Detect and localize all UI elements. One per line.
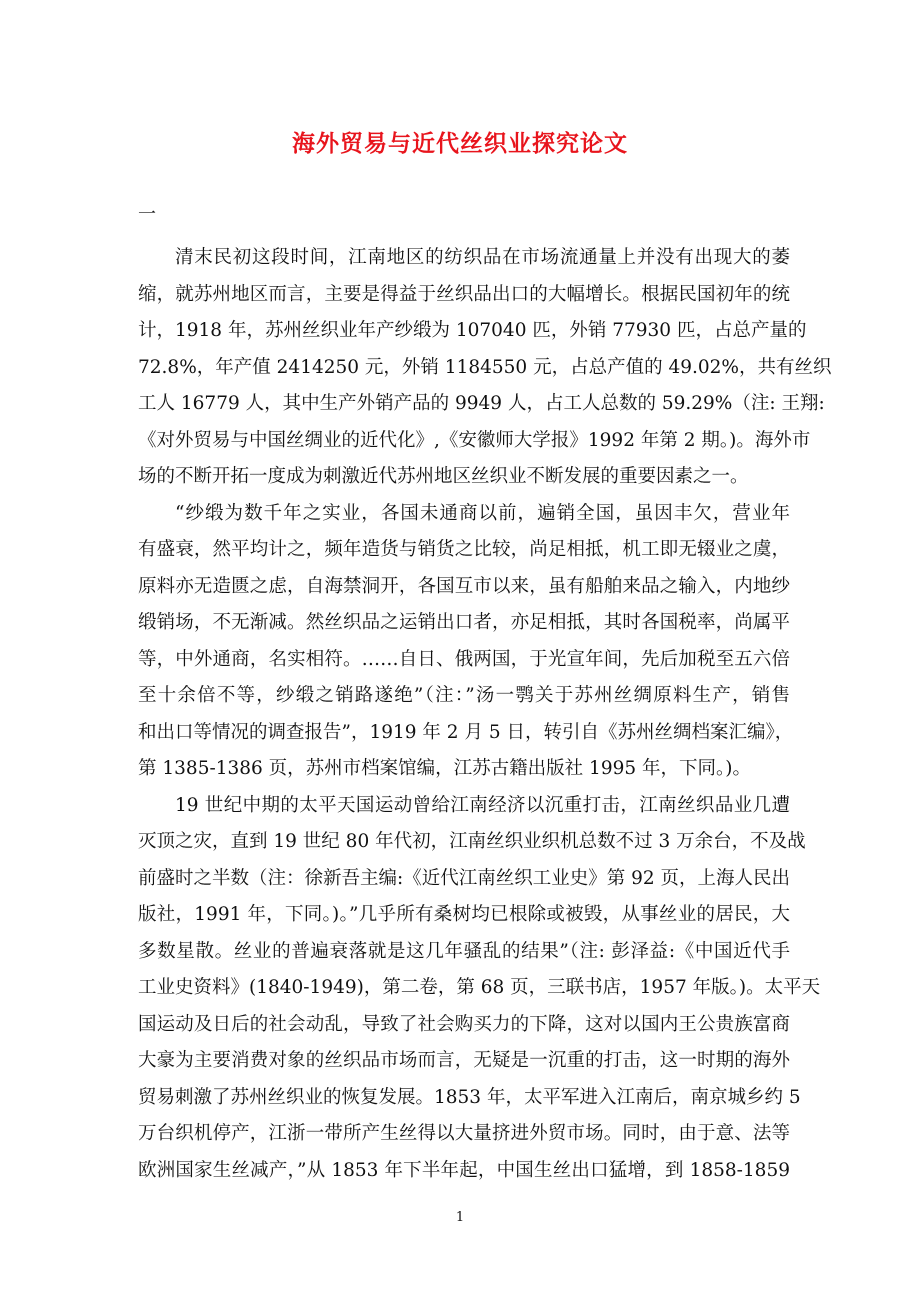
paragraph	[138, 240, 832, 496]
text-line: 贸易刺激了苏州丝织业的恢复发展。1853 年，太平军进入江南后，南京城乡约 5	[138, 1086, 801, 1108]
text-line: 灭顶之灾，直到 19 世纪 80 年代初，江南丝织业织机总数不过 3 万余台，不及战	[138, 831, 806, 852]
text-line: 前盛时之半数（注：徐新吾主编:《近代江南丝织工业史》第 92 页，上海人民出	[138, 867, 791, 889]
text-line: 第 1385-1386 页，苏州市档案馆编，江苏古籍出版社 1995 年，下同。)。	[138, 758, 751, 779]
section-marker: 一	[138, 204, 156, 225]
paragraph	[138, 788, 821, 1190]
text-line: 欧洲国家生丝减产，”从 1853 年下半年起，中国生丝出口猛增，到 1858-1859	[138, 1159, 790, 1181]
page-number: 1	[455, 1210, 465, 1225]
paragraph	[138, 496, 794, 788]
text-line: 多数星散。丝业的普遍衰落就是这几年骚乱的结果”（注: 彭泽益:《中国近代手	[138, 940, 790, 962]
text-line: 计，1918 年，苏州丝织业年产纱缎为 107040 匹，外销 77930 匹，占总产量的	[138, 320, 807, 341]
text-line: 72.8%，年产值 2414250 元，外销 1184550 元，占总产值的 49.02%，共有丝织	[138, 356, 832, 378]
text-line: 有盛衰，然平均计之，频年造货与销货之比较，尚足相抵，机工即无辍业之虞，	[138, 539, 790, 560]
text-line: 原料亦无造匮之虑，自海禁洞开，各国互市以来，虽有船舶来品之输入，内地纱	[138, 575, 790, 597]
text-line: 缎销场，不无渐减。然丝织品之运销出口者，亦足相抵，其时各国税率，尚属平	[138, 612, 790, 633]
text-line: 至十余倍不等，纱缎之销路遂绝”（注：”汤一鹗关于苏州丝绸原料生产，销售	[138, 685, 790, 706]
text-line: 《对外贸易与中国丝绸业的近代化》,《安徽师大学报》1992 年第 2 期。)。海外市	[138, 429, 811, 451]
text-line: 场的不断开拓一度成为刺激近代苏州地区丝织业不断发展的重要因素之一。	[138, 466, 749, 487]
text-line: 大豪为主要消费对象的丝织品市场而言，无疑是一沉重的打击，这一时期的海外	[138, 1050, 790, 1071]
text-line: 清末民初这段时间，江南地区的纺织品在市场流通量上并没有出现大的萎	[175, 247, 790, 268]
text-line: 万台织机停产，江浙一带所产生丝得以大量挤进外贸市场。同时，由于意、法等	[138, 1123, 790, 1144]
text-line: 和出口等情况的调查报告”，1919 年 2 月 5 日，转引自《苏州丝绸档案汇编》，	[138, 721, 794, 743]
text-line: 工人 16779 人，其中生产外销产品的 9949 人，占工人总数的 59.29%（注: 王翔:	[138, 393, 825, 414]
text-line: 版社，1991 年，下同。)。”几乎所有桑树均已根除或被毁，从事丝业的居民，大	[138, 904, 790, 925]
document-body	[138, 240, 832, 1189]
text-line: 19 世纪中期的太平天国运动曾给江南经济以沉重打击，江南丝织品业几遭	[175, 794, 790, 816]
text-line: “纱缎为数千年之实业，各国未通商以前，遍销全国，虽因丰欠，营业年	[175, 502, 790, 524]
text-line: 工业史资料》(1840-1949)，第二卷，第 68 页，三联书店，1957 年版。)。太平天	[138, 977, 821, 998]
text-line: 国运动及日后的社会动乱，导致了社会购买力的下降，这对以国内王公贵族富商	[138, 1013, 790, 1035]
text-line: 等，中外通商，名实相符。……自日、俄两国，于光宣年间，先后加税至五六倍	[138, 648, 790, 670]
text-line: 缩，就苏州地区而言，主要是得益于丝织品出口的大幅增长。根据民国初年的统	[138, 283, 790, 305]
document-title: 海外贸易与近代丝织业探究论文	[292, 130, 628, 157]
